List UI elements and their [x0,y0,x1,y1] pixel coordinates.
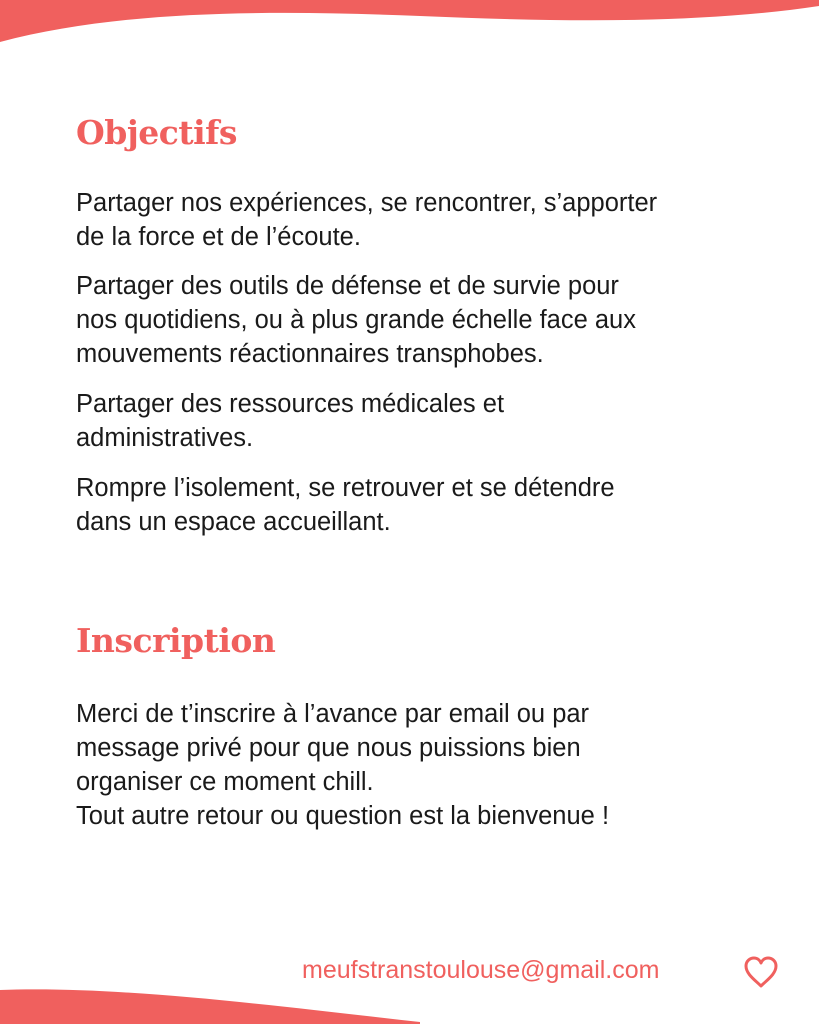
objectifs-paragraph-2: Partager des outils de défense et de survie pour nos quotidiens, ou à plus grande échelle face aux mouvements réactionnaires transphobes. [76,272,636,368]
objectifs-heading: Objectifs [76,113,237,152]
inscription-paragraph: Merci de t’inscrire à l’avance par email ou par message privé pour que nous puissions bien organiser ce moment chill. Tout autre retour ou question est la bienvenue ! [76,700,610,830]
heart-outline-icon [742,954,780,990]
objectifs-paragraph-4: Rompre l’isolement, se retrouver et se détendre dans un espace accueillant. [76,474,615,536]
contact-email-link[interactable]: meufstranstoulouse@gmail.com [302,956,660,984]
objectifs-paragraph-3: Partager des ressources médicales et administratives. [76,390,505,452]
inscription-heading: Inscription [76,621,276,660]
objectifs-paragraph-1: Partager nos expériences, se rencontrer, s’apporter de la force et de l’écoute. [76,189,658,251]
top-wave-decoration [0,0,819,50]
